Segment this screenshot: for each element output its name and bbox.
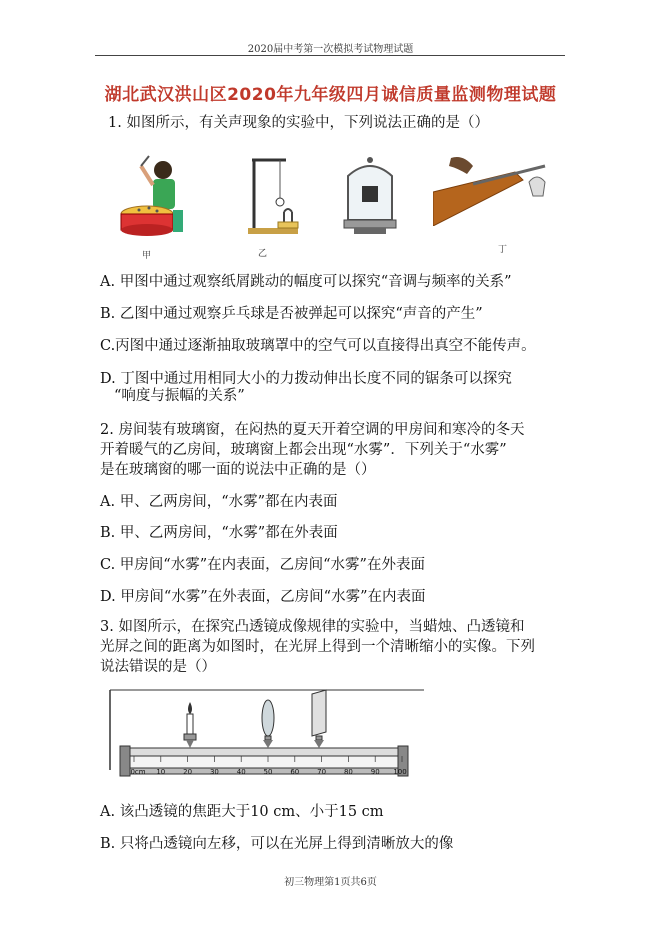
ruler-label-30: 30	[209, 768, 219, 776]
q2-stem-line-2: 开着暖气的乙房间，玻璃窗上都会出现“水雾”．下列关于“水雾”	[100, 442, 507, 458]
q1-option-d-continued: “响度与振幅的关系”	[114, 388, 245, 404]
ruler-label-20: 20	[183, 768, 193, 776]
ruler-label-100: 100	[393, 768, 407, 776]
q2-stem-line-1: 2. 房间装有玻璃窗，在闷热的夏天开着空调的甲房间和寒冷的冬天	[100, 422, 525, 438]
q1-figure-ding	[433, 152, 551, 226]
q1-figure-label-yi: 乙	[258, 249, 268, 259]
ruler-label-50: 50	[263, 768, 273, 776]
q1-option-a: A. 甲图中通过观察纸屑跳动的幅度可以探究“音调与频率的关系”	[100, 274, 512, 290]
q2-option-a: A. 甲、乙两房间，“水雾”都在内表面	[100, 494, 338, 510]
page-footer: 初三物理第1页共6页	[284, 877, 377, 888]
q2-option-b: B. 甲、乙两房间，“水雾”都在外表面	[100, 525, 338, 541]
q3-option-b: B. 只将凸透镜向左移，可以在光屏上得到清晰放大的像	[100, 836, 454, 852]
ruler-label-70: 70	[317, 768, 327, 776]
q3-stem-line-3: 说法错误的是（）	[100, 659, 216, 675]
ruler-label-60: 60	[290, 768, 300, 776]
q2-stem-line-3: 是在玻璃窗的哪一面的说法中正确的是（）	[100, 462, 376, 478]
page-header: 2020届中考第一次模拟考试物理试题	[247, 44, 414, 55]
q3-option-a: A. 该凸透镜的焦距大于10 cm、小于15 cm	[100, 804, 384, 820]
q2-option-d: D. 甲房间“水雾”在外表面，乙房间“水雾”在内表面	[100, 589, 426, 605]
q1-stem: 1. 如图所示，有关声现象的实验中，下列说法正确的是（）	[108, 115, 489, 131]
ruler-label-40: 40	[236, 768, 246, 776]
q3-stem-line-1: 3. 如图所示，在探究凸透镜成像规律的实验中，当蜡烛、凸透镜和	[100, 619, 525, 635]
q1-figure-label-ding: 丁	[498, 245, 508, 255]
q1-option-d: D. 丁图中通过用相同大小的力拨动伸出长度不同的锯条可以探究	[100, 371, 512, 387]
ruler-label-80: 80	[343, 768, 353, 776]
q1-option-c: C.丙图中通过逐渐抽取玻璃罩中的空气可以直接得出真空不能传声。	[100, 338, 536, 354]
header-divider	[95, 55, 565, 56]
q2-option-c: C. 甲房间“水雾”在内表面，乙房间“水雾”在外表面	[100, 557, 425, 573]
q3-optical-bench-figure	[108, 688, 424, 782]
q1-figure-label-jia: 甲	[142, 251, 152, 261]
q1-figure-bing	[340, 150, 400, 238]
ruler-label-10: 10	[156, 768, 166, 776]
q1-figure-jia	[115, 150, 193, 242]
ruler-label-0: 0cm	[130, 768, 146, 776]
q3-stem-line-2: 光屏之间的距离为如图时，在光屏上得到一个清晰缩小的实像。下列	[100, 639, 535, 655]
q1-figure-yi	[230, 150, 308, 238]
convex-lens	[262, 700, 274, 748]
page-title: 湖北武汉洪山区2020年九年级四月诚信质量监测物理试题	[104, 85, 557, 105]
q1-option-b: B. 乙图中通过观察乒乓球是否被弹起可以探究“声音的产生”	[100, 306, 483, 322]
ruler-label-90: 90	[370, 768, 380, 776]
